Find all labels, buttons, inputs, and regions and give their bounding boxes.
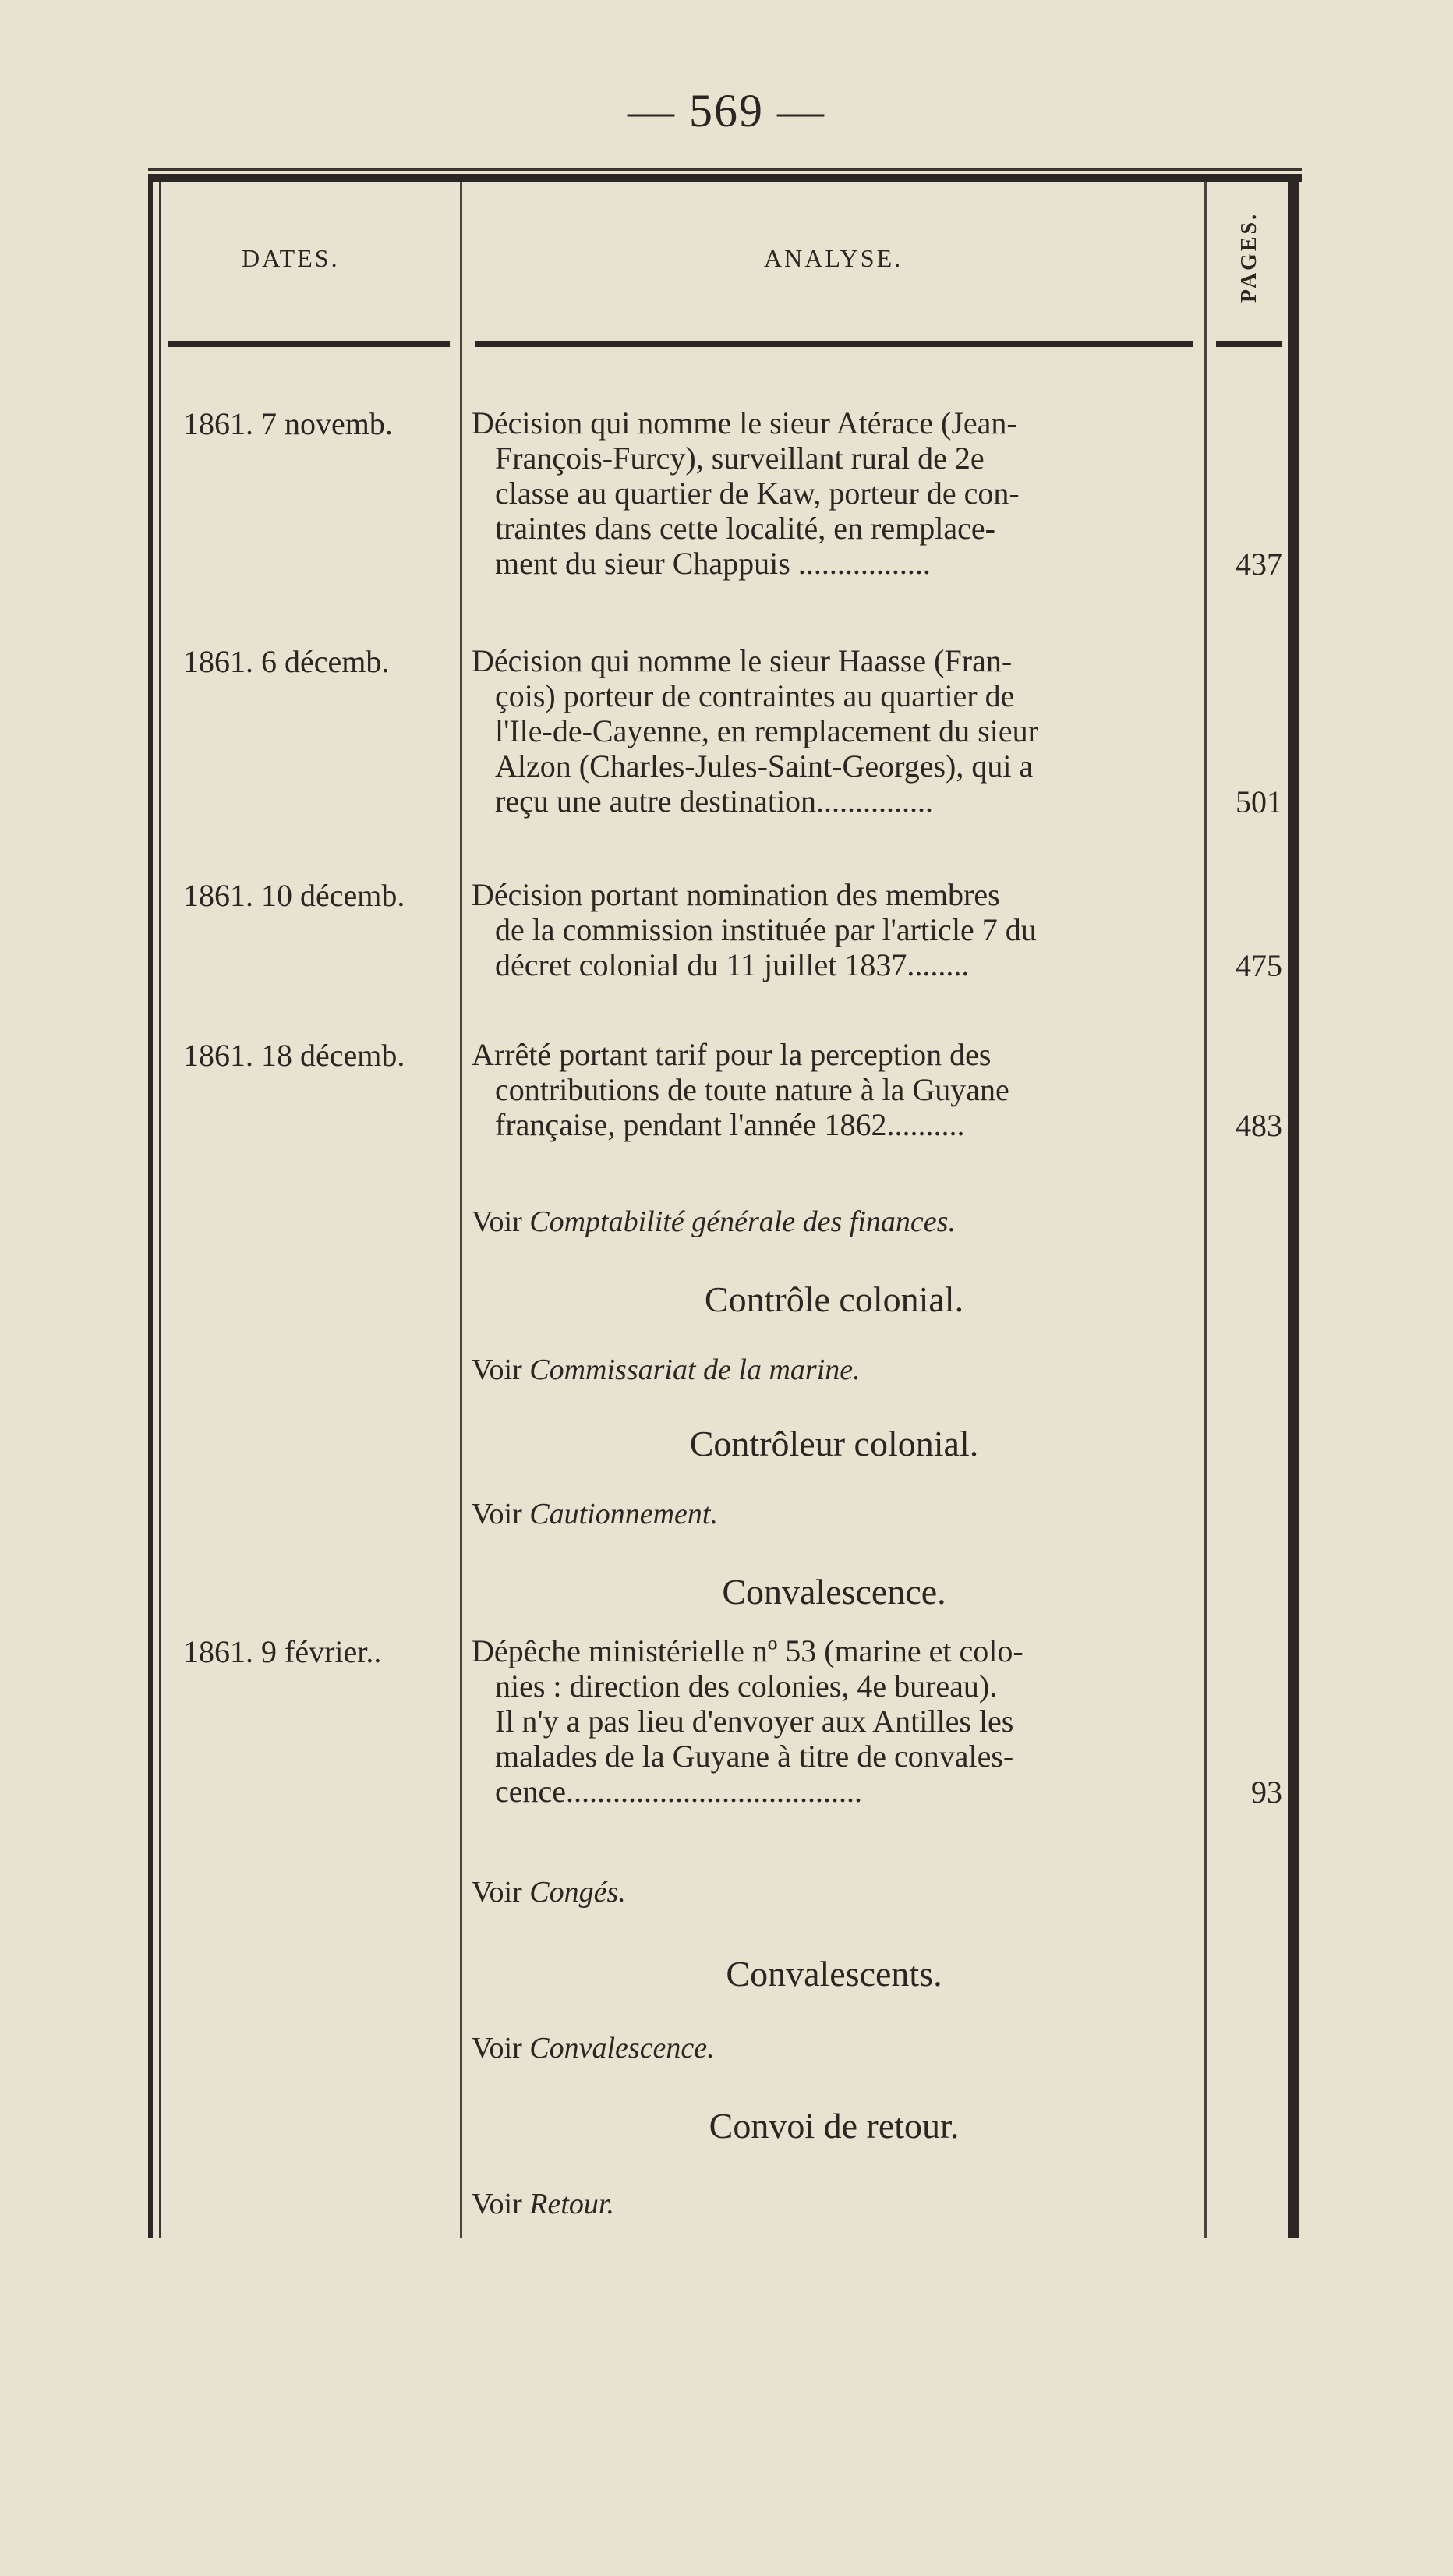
entry-date: 1861. 9 février..: [183, 1634, 382, 1669]
section-heading: Contrôleur colonial.: [689, 1424, 979, 1463]
analysis-line: française, pendant l'année 1862..........: [495, 1107, 965, 1142]
reference-target: Comptabilité générale des finances.: [529, 1205, 956, 1238]
analysis-line: reçu une autre destination...............: [495, 784, 934, 819]
entry-analysis: [472, 405, 1197, 581]
header-analyse: ANALYSE.: [764, 244, 903, 272]
reference-target: Convalescence.: [529, 2032, 715, 2065]
header-rule-pages: [1216, 341, 1282, 347]
analysis-line: François-Furcy), surveillant rural de 2e: [495, 441, 985, 476]
analysis-line: décret colonial du 11 juillet 1837........: [495, 947, 970, 982]
reference-target: Retour.: [529, 2188, 614, 2220]
see-also-reference: [472, 1353, 861, 1387]
voir-word: Voir: [472, 2032, 522, 2065]
entry-date: 1861. 7 novemb.: [183, 406, 393, 441]
left-border: [148, 182, 153, 2238]
voir-word: Voir: [472, 1353, 522, 1386]
see-also-reference: [472, 1497, 718, 1531]
left-border-inner: [159, 182, 161, 2238]
analysis-line: traintes dans cette localité, en remplace-: [495, 511, 995, 546]
analysis-line: Décision qui nomme le sieur Haasse (Fran-: [472, 643, 1013, 678]
entry-page: 501: [1236, 784, 1282, 819]
entry-analysis: [472, 1633, 1197, 1809]
header-pages-label: PAGES.: [1237, 211, 1261, 303]
section-heading: Convalescence.: [722, 1572, 946, 1612]
analysis-line: cence......................................: [495, 1774, 863, 1809]
analysis-line: Alzon (Charles-Jules-Saint-Georges), qui a: [495, 748, 1034, 784]
see-also-reference: [472, 2187, 614, 2221]
reference-target: Congés.: [529, 1876, 626, 1909]
header-rule-dates: [168, 341, 450, 347]
entry-page: 93: [1251, 1775, 1282, 1810]
header-pages: [1211, 199, 1289, 316]
entry-page: 475: [1236, 948, 1282, 983]
header-dates: DATES.: [242, 244, 340, 272]
column-divider-dates: [460, 182, 462, 2238]
analysis-line: çois) porteur de contraintes au quartier de: [495, 678, 1015, 713]
column-divider-pages: [1204, 182, 1207, 2238]
analysis-line: de la commission instituée par l'article 7 du: [495, 912, 1037, 947]
top-rule-thick: [148, 174, 1302, 182]
section-heading: Convalescents.: [726, 1954, 942, 1994]
analysis-line: ment du sieur Chappuis .................: [495, 546, 931, 581]
entry-analysis: [472, 877, 1197, 982]
see-also-reference: [472, 2031, 715, 2065]
see-also-reference: [472, 1205, 956, 1239]
entry-analysis: [472, 1037, 1197, 1142]
analysis-line: Dépêche ministérielle nº 53 (marine et colo-: [472, 1633, 1023, 1668]
analysis-line: Il n'y a pas lieu d'envoyer aux Antilles les: [495, 1704, 1014, 1739]
top-rule-thin: [148, 168, 1302, 171]
page-number: — 569 —: [628, 85, 825, 136]
section-heading: Convoi de retour.: [709, 2106, 960, 2146]
entry-date: 1861. 10 décemb.: [183, 878, 405, 913]
analysis-line: Décision portant nomination des membres: [472, 877, 1000, 912]
analysis-line: l'Ile-de-Cayenne, en remplacement du sieur: [495, 713, 1038, 748]
voir-word: Voir: [472, 2188, 522, 2220]
see-also-reference: [472, 1875, 626, 1909]
reference-target: Cautionnement.: [529, 1498, 718, 1530]
analysis-line: nies : direction des colonies, 4e bureau).: [495, 1668, 998, 1704]
entry-page: 483: [1236, 1108, 1282, 1143]
voir-word: Voir: [472, 1205, 522, 1238]
voir-word: Voir: [472, 1498, 522, 1530]
entry-date: 1861. 18 décemb.: [183, 1038, 405, 1073]
analysis-line: Décision qui nomme le sieur Atérace (Jean-: [472, 405, 1017, 441]
reference-target: Commissariat de la marine.: [529, 1353, 861, 1386]
analysis-line: classe au quartier de Kaw, porteur de con-: [495, 476, 1020, 511]
voir-word: Voir: [472, 1876, 522, 1909]
analysis-line: malades de la Guyane à titre de convales-: [495, 1739, 1014, 1774]
entry-analysis: [472, 643, 1197, 819]
index-table: [148, 168, 1302, 2238]
entry-page: 437: [1236, 547, 1282, 582]
entry-date: 1861. 6 décemb.: [183, 644, 390, 679]
analysis-line: contributions de toute nature à la Guyane: [495, 1072, 1009, 1107]
right-border: [1288, 182, 1299, 2238]
section-heading: Contrôle colonial.: [704, 1279, 964, 1319]
analysis-line: Arrêté portant tarif pour la perception des: [472, 1037, 992, 1072]
header-rule-analyse: [475, 341, 1193, 347]
